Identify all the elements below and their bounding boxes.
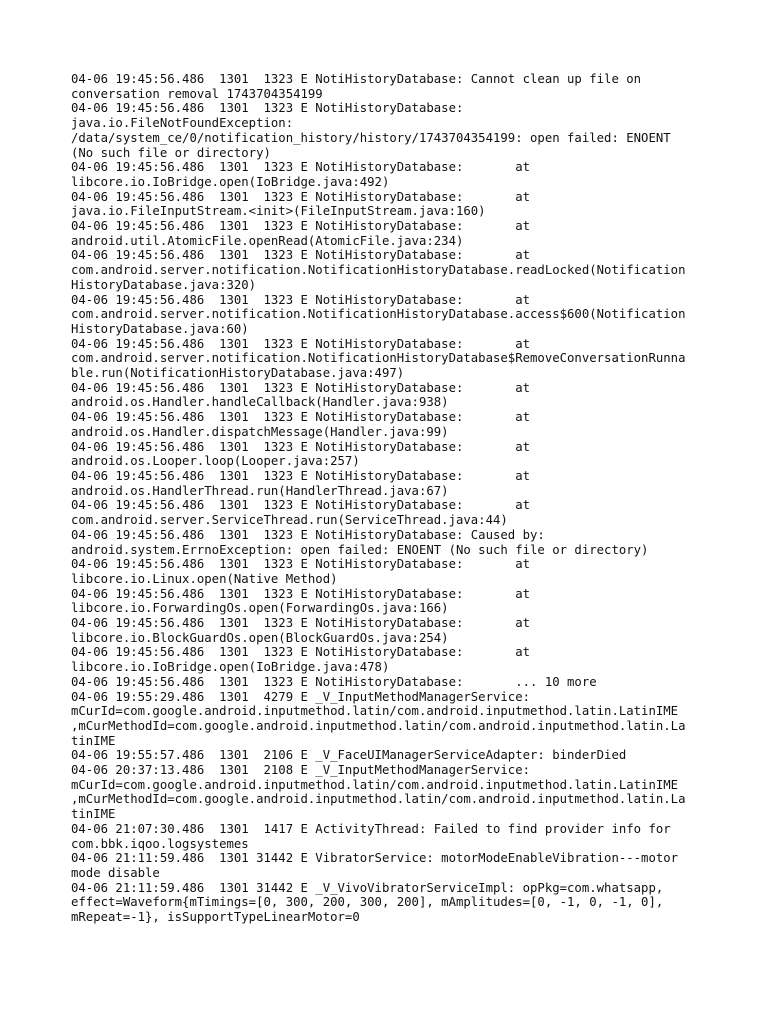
log-line: android.os.HandlerThread.run(HandlerThread.java:67)	[71, 483, 449, 498]
log-line: 04-06 19:45:56.486 1301 1323 E NotiHistoryDatabase: at	[71, 160, 531, 175]
log-line: 04-06 21:11:59.486 1301 31442 E _V_VivoVibratorServiceImpl: opPkg=com.whatsapp,	[71, 880, 664, 895]
log-line: com.android.server.ServiceThread.run(ServiceThread.java:44)	[71, 513, 508, 528]
log-line: 04-06 19:55:57.486 1301 2106 E _V_FaceUIManagerServiceAdapter: binderDied	[71, 748, 627, 763]
log-line: 04-06 19:45:56.486 1301 1323 E NotiHistoryDatabase:	[71, 101, 464, 116]
log-line: com.android.server.notification.NotificationHistoryDatabase.readLocked(Notification	[71, 263, 686, 278]
log-line: 04-06 19:45:56.486 1301 1323 E NotiHistoryDatabase: at	[71, 616, 531, 631]
log-line: libcore.io.IoBridge.open(IoBridge.java:492)	[71, 174, 390, 189]
log-line: tinIME	[71, 807, 116, 822]
log-line: 04-06 19:55:29.486 1301 4279 E _V_InputMethodManagerService:	[71, 689, 531, 704]
log-line: android.system.ErrnoException: open failed: ENOENT (No such file or directory)	[71, 542, 649, 557]
log-line: 04-06 19:45:56.486 1301 1323 E NotiHistoryDatabase: at	[71, 586, 531, 601]
log-line: ,mCurMethodId=com.google.android.inputmethod.latin/com.android.inputmethod.latin.La	[71, 718, 686, 733]
log-line: libcore.io.BlockGuardOs.open(BlockGuardOs.java:254)	[71, 630, 449, 645]
log-line: conversation removal 1743704354199	[71, 86, 323, 101]
log-line: 04-06 21:11:59.486 1301 31442 E VibratorService: motorModeEnableVibration---motor	[71, 851, 679, 866]
log-line: 04-06 20:37:13.486 1301 2108 E _V_InputMethodManagerService:	[71, 763, 531, 778]
log-line: 04-06 19:45:56.486 1301 1323 E NotiHistoryDatabase: at	[71, 380, 531, 395]
log-line: 04-06 19:45:56.486 1301 1323 E NotiHistoryDatabase: ... 10 more	[71, 674, 597, 689]
log-line: com.android.server.notification.NotificationHistoryDatabase.access$600(Notification	[71, 307, 686, 322]
log-line: 04-06 19:45:56.486 1301 1323 E NotiHistoryDatabase: at	[71, 439, 531, 454]
log-line: HistoryDatabase.java:320)	[71, 277, 257, 292]
log-line: ble.run(NotificationHistoryDatabase.java:497)	[71, 366, 405, 381]
log-line: mCurId=com.google.android.inputmethod.latin/com.android.inputmethod.latin.LatinIME	[71, 777, 679, 792]
log-line: 04-06 19:45:56.486 1301 1323 E NotiHistoryDatabase: at	[71, 645, 531, 660]
log-line: 04-06 19:45:56.486 1301 1323 E NotiHistoryDatabase: Cannot clean up file on	[71, 72, 642, 86]
log-line: android.util.AtomicFile.openRead(AtomicFile.java:234)	[71, 233, 464, 248]
log-line: 04-06 19:45:56.486 1301 1323 E NotiHistoryDatabase: at	[71, 557, 531, 572]
log-line: 04-06 19:45:56.486 1301 1323 E NotiHistoryDatabase: at	[71, 189, 531, 204]
log-line: 04-06 19:45:56.486 1301 1323 E NotiHistoryDatabase: at	[71, 410, 531, 425]
log-line: 04-06 19:45:56.486 1301 1323 E NotiHistoryDatabase: Caused by:	[71, 527, 545, 542]
log-line: mCurId=com.google.android.inputmethod.latin/com.android.inputmethod.latin.LatinIME	[71, 704, 679, 719]
log-line: tinIME	[71, 733, 116, 748]
log-line: HistoryDatabase.java:60)	[71, 321, 249, 336]
log-line: 04-06 19:45:56.486 1301 1323 E NotiHistoryDatabase: at	[71, 468, 531, 483]
log-line: /data/system_ce/0/notification_history/history/1743704354199: open failed: ENOENT	[71, 130, 671, 145]
log-line: (No such file or directory)	[71, 145, 271, 160]
log-line: com.bbk.iqoo.logsystemes	[71, 836, 249, 851]
log-line: 04-06 19:45:56.486 1301 1323 E NotiHistoryDatabase: at	[71, 292, 531, 307]
log-line: 04-06 19:45:56.486 1301 1323 E NotiHistoryDatabase: at	[71, 498, 531, 513]
log-line: java.io.FileNotFoundException:	[71, 116, 294, 131]
log-line: mRepeat=-1}, isSupportTypeLinearMotor=0	[71, 910, 360, 925]
log-line: 04-06 21:07:30.486 1301 1417 E ActivityThread: Failed to find provider info for	[71, 821, 671, 836]
log-line: libcore.io.IoBridge.open(IoBridge.java:478)	[71, 660, 390, 675]
log-line: mode disable	[71, 865, 160, 880]
log-line: java.io.FileInputStream.<init>(FileInputStream.java:160)	[71, 204, 486, 219]
log-line: com.android.server.notification.NotificationHistoryDatabase$RemoveConversationRunna	[71, 351, 686, 366]
log-line: libcore.io.Linux.open(Native Method)	[71, 571, 338, 586]
log-line: libcore.io.ForwardingOs.open(ForwardingOs.java:166)	[71, 601, 449, 616]
log-line: effect=Waveform{mTimings=[0, 300, 200, 300, 200], mAmplitudes=[0, -1, 0, -1, 0],	[71, 895, 664, 910]
log-line: android.os.Handler.dispatchMessage(Handler.java:99)	[71, 424, 449, 439]
log-document	[71, 72, 701, 925]
log-line: 04-06 19:45:56.486 1301 1323 E NotiHistoryDatabase: at	[71, 248, 531, 263]
log-line: 04-06 19:45:56.486 1301 1323 E NotiHistoryDatabase: at	[71, 336, 531, 351]
log-line: ,mCurMethodId=com.google.android.inputmethod.latin/com.android.inputmethod.latin.La	[71, 792, 686, 807]
log-line: android.os.Handler.handleCallback(Handler.java:938)	[71, 395, 449, 410]
log-line: 04-06 19:45:56.486 1301 1323 E NotiHistoryDatabase: at	[71, 219, 531, 234]
log-line: android.os.Looper.loop(Looper.java:257)	[71, 454, 360, 469]
